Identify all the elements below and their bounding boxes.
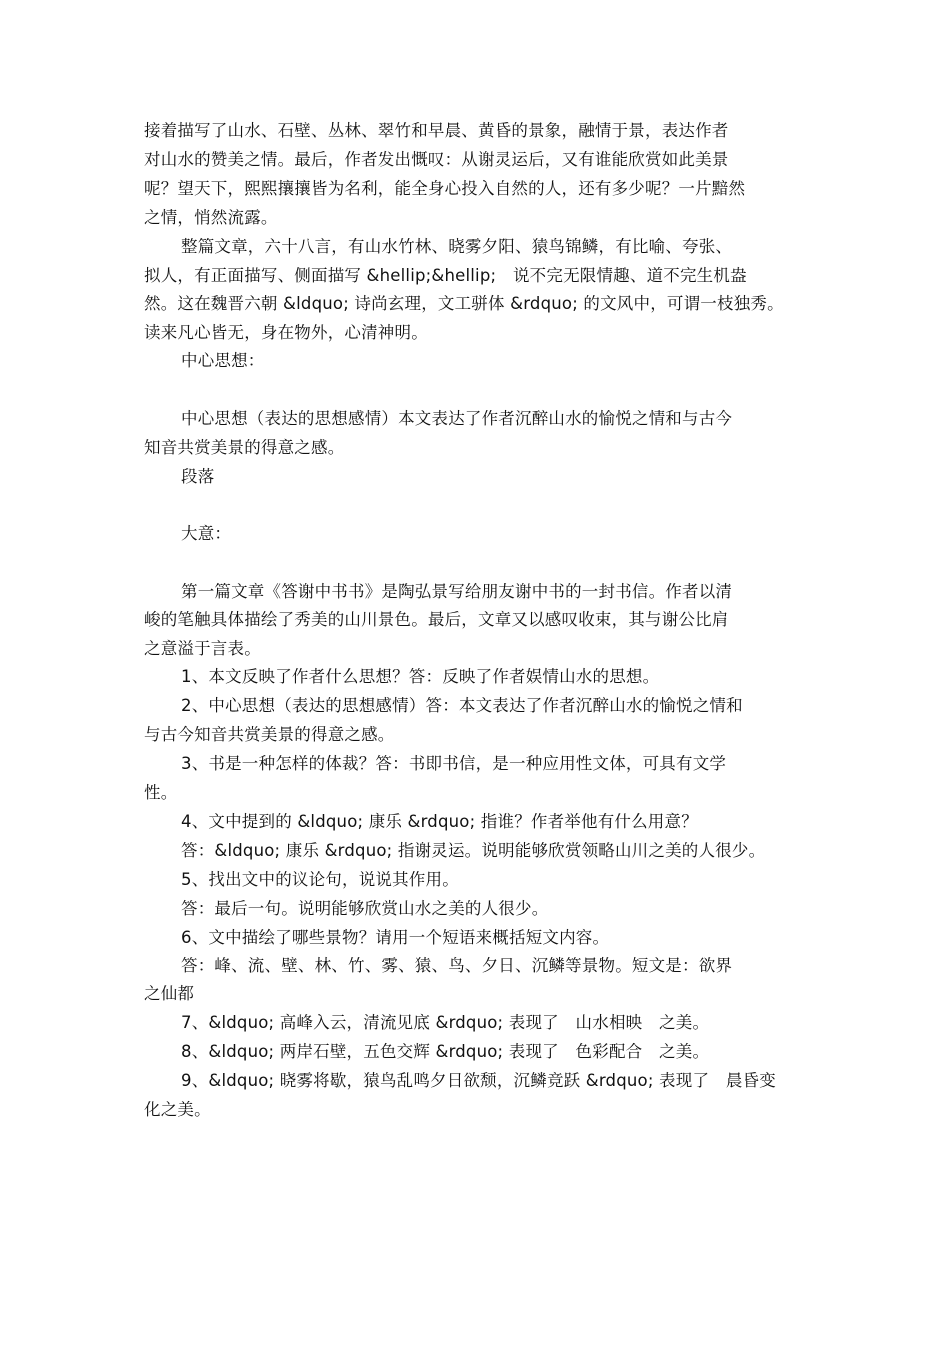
qa-item: 5、找出文中的议论句，说说其作用。: [181, 870, 459, 889]
qa-item: 6、文中描绘了哪些景物？请用一个短语来概括短文内容。: [181, 928, 610, 947]
text-line: 读来凡心皆无，身在物外，心清神明。: [144, 323, 428, 342]
text-line: 中心思想（表达的思想感情）本文表达了作者沉醉山水的愉悦之情和与古今: [181, 409, 733, 428]
qa-answer: 之仙都: [144, 984, 195, 1003]
text-line: 接着描写了山水、石壁、丛林、翠竹和早晨、黄昏的景象，融情于景，表达作者: [144, 121, 729, 140]
qa-item: 性。: [144, 783, 178, 802]
text-line: 然。这在魏晋六朝 &ldquo; 诗尚玄理，文工骈体 &rdquo; 的文风中，可谓一枝独秀。: [144, 294, 784, 313]
qa-item: 化之美。: [144, 1100, 211, 1119]
qa-item: 9、&ldquo; 晓雾将歇，猿鸟乱鸣夕日欲颓，沉鳞竞跃 &rdquo; 表现了 晨昏变: [181, 1071, 776, 1090]
text-line: 之意溢于言表。: [144, 639, 261, 658]
qa-item: 4、文中提到的 &ldquo; 康乐 &rdquo; 指谁？作者举他有什么用意？: [181, 812, 698, 831]
qa-answer: 答：最后一句。说明能够欣赏山水之美的人很少。: [181, 899, 549, 918]
qa-item: 7、&ldquo; 高峰入云，清流见底 &rdquo; 表现了 山水相映 之美。: [181, 1013, 710, 1032]
text-line: 之情，悄然流露。: [144, 208, 278, 227]
section-heading: 大意：: [181, 524, 232, 543]
section-heading: 段落: [181, 467, 215, 486]
text-line: 整篇文章，六十八言，有山水竹林、晓雾夕阳、猿鸟锦鳞，有比喻、夸张、: [181, 237, 733, 256]
text-line: 知音共赏美景的得意之感。: [144, 438, 345, 457]
text-line: 第一篇文章《答谢中书书》是陶弘景写给朋友谢中书的一封书信。作者以清: [181, 582, 733, 601]
qa-answer: 答：&ldquo; 康乐 &rdquo; 指谢灵运。说明能够欣赏领略山川之美的人很少。: [181, 841, 766, 860]
text-line: 呢？望天下，熙熙攘攘皆为名利，能全身心投入自然的人，还有多少呢？一片黯然: [144, 179, 746, 198]
section-heading: 中心思想：: [181, 351, 265, 370]
text-line: 拟人，有正面描写、侧面描写 &hellip;&hellip; 说不完无限情趣、道不完生机盎: [144, 266, 747, 285]
text-line: 峻的笔触具体描绘了秀美的山川景色。最后，文章又以感叹收束，其与谢公比肩: [144, 610, 729, 629]
text-line: 对山水的赞美之情。最后，作者发出慨叹：从谢灵运后，又有谁能欣赏如此美景: [144, 150, 729, 169]
qa-item: 1、本文反映了作者什么思想？答：反映了作者娱情山水的思想。: [181, 667, 660, 686]
qa-item: 2、中心思想（表达的思想感情）答：本文表达了作者沉醉山水的愉悦之情和: [181, 696, 743, 715]
qa-item: 8、&ldquo; 两岸石壁，五色交辉 &rdquo; 表现了 色彩配合 之美。: [181, 1042, 710, 1061]
qa-item: 与古今知音共赏美景的得意之感。: [144, 725, 395, 744]
qa-item: 3、书是一种怎样的体裁？答：书即书信，是一种应用性文体，可具有文学: [181, 754, 727, 773]
qa-answer: 答：峰、流、壁、林、竹、雾、猿、鸟、夕日、沉鳞等景物。短文是：欲界: [181, 956, 733, 975]
